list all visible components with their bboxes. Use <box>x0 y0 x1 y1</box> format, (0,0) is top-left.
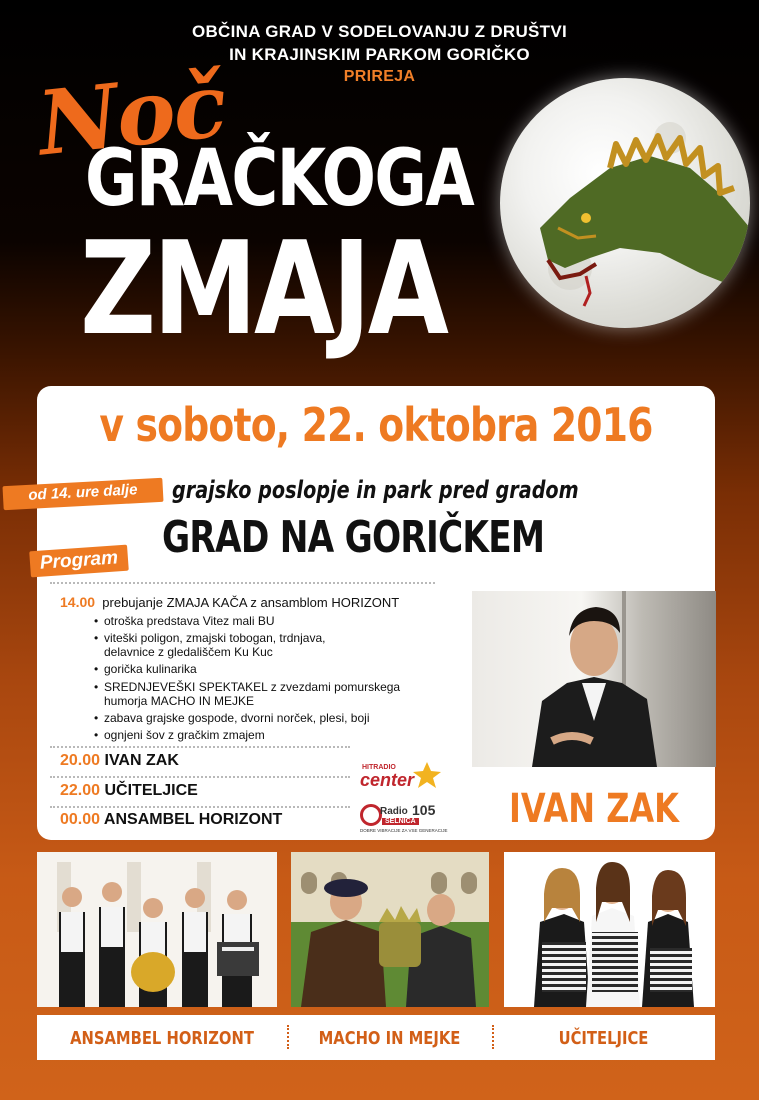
title-grackoga: GRAČKOGA <box>85 134 474 224</box>
caption-separator <box>287 1025 289 1049</box>
divider <box>50 776 350 778</box>
horizont-band-photo <box>37 852 277 1007</box>
program-tag: Program <box>29 545 129 578</box>
divider <box>50 806 350 808</box>
caption-macho: MACHO IN MEJKE <box>318 1028 461 1049</box>
act-time: 22.00 <box>60 782 101 799</box>
featured-artist-name: IVAN ZAK <box>509 786 679 832</box>
organizer-line-2: IN KRAJINSKIM PARKOM GORIČKO <box>229 45 530 64</box>
time-tag: od 14. ure dalje <box>2 478 163 510</box>
hitradio-label: HITRADIO <box>362 764 396 771</box>
moon-dragon-image <box>500 78 750 328</box>
list-item: • SREDNJEVEŠKI SPEKTAKEL z zvezdami pomurskega <box>104 680 449 695</box>
radio-label: Radio <box>380 806 408 817</box>
divider <box>50 582 435 584</box>
caption-separator <box>492 1025 494 1049</box>
radio-105-logo <box>360 802 448 836</box>
dragon-head-icon <box>500 78 750 328</box>
act-row-3 <box>60 811 282 829</box>
list-item-continued: delavnice z gledališčem Ku Kuc <box>104 645 273 659</box>
program-text: prebujanje ZMAJA KAČA z ansamblom HORIZONT <box>102 595 400 610</box>
radio-slogan: DOBRE VIBRACIJE ZA VSE GENERACIJE <box>360 828 448 833</box>
band-figures-icon <box>37 852 277 1007</box>
title-noc: Noč <box>33 52 230 176</box>
hitradio-center-logo <box>360 760 444 794</box>
act-row-1 <box>60 752 179 770</box>
list-item-continued: humorja MACHO IN MEJKE <box>104 694 255 708</box>
list-item: • gorička kulinarika <box>104 662 449 677</box>
list-item: • viteški poligon, zmajski tobogan, trdnjava, <box>104 631 449 646</box>
act-name: UČITELJICE <box>104 782 198 799</box>
radio-number: 105 <box>412 802 436 818</box>
event-place: GRAD NA GORIČKEM <box>162 512 545 563</box>
macho-mejke-photo <box>291 852 489 1007</box>
act-time: 00.00 <box>60 811 101 828</box>
singers-figures-icon <box>504 852 715 1007</box>
program-first-row <box>60 594 399 610</box>
act-row-2 <box>60 782 198 800</box>
list-item: • ognjeni šov z gračkim zmajem <box>104 728 449 743</box>
organizer-line-1: OBČINA GRAD V SODELOVANJU Z DRUŠTVI <box>191 22 568 41</box>
actors-figures-icon <box>291 852 489 1007</box>
list-item: • zabava grajske gospode, dvorni norček, plesi, boji <box>104 711 449 726</box>
radio-circle-icon <box>360 804 382 826</box>
list-item: • otroška predstava Vitez mali BU <box>104 614 449 629</box>
event-venue: grajsko poslopje in park pred gradom <box>172 476 579 504</box>
singer-figure-icon <box>472 591 716 767</box>
caption-ucitelice: UČITELJICE <box>558 1028 649 1049</box>
act-name: ANSAMBEL HORIZONT <box>103 811 283 828</box>
event-date: v soboto, 22. oktobra 2016 <box>99 398 653 452</box>
ucitelice-photo <box>504 852 715 1007</box>
title-zmaja: ZMAJA <box>80 215 446 364</box>
radio-town: SELNICA <box>382 818 419 825</box>
star-icon <box>412 760 442 790</box>
caption-horizont: ANSAMBEL HORIZONT <box>70 1028 254 1049</box>
center-label: center <box>360 770 415 790</box>
act-name: IVAN ZAK <box>104 752 179 769</box>
presents-label: PRIREJA <box>343 68 416 85</box>
act-time: 20.00 <box>60 752 101 769</box>
divider <box>50 746 350 748</box>
program-time: 14.00 <box>60 594 96 610</box>
ivan-zak-photo <box>472 591 716 767</box>
